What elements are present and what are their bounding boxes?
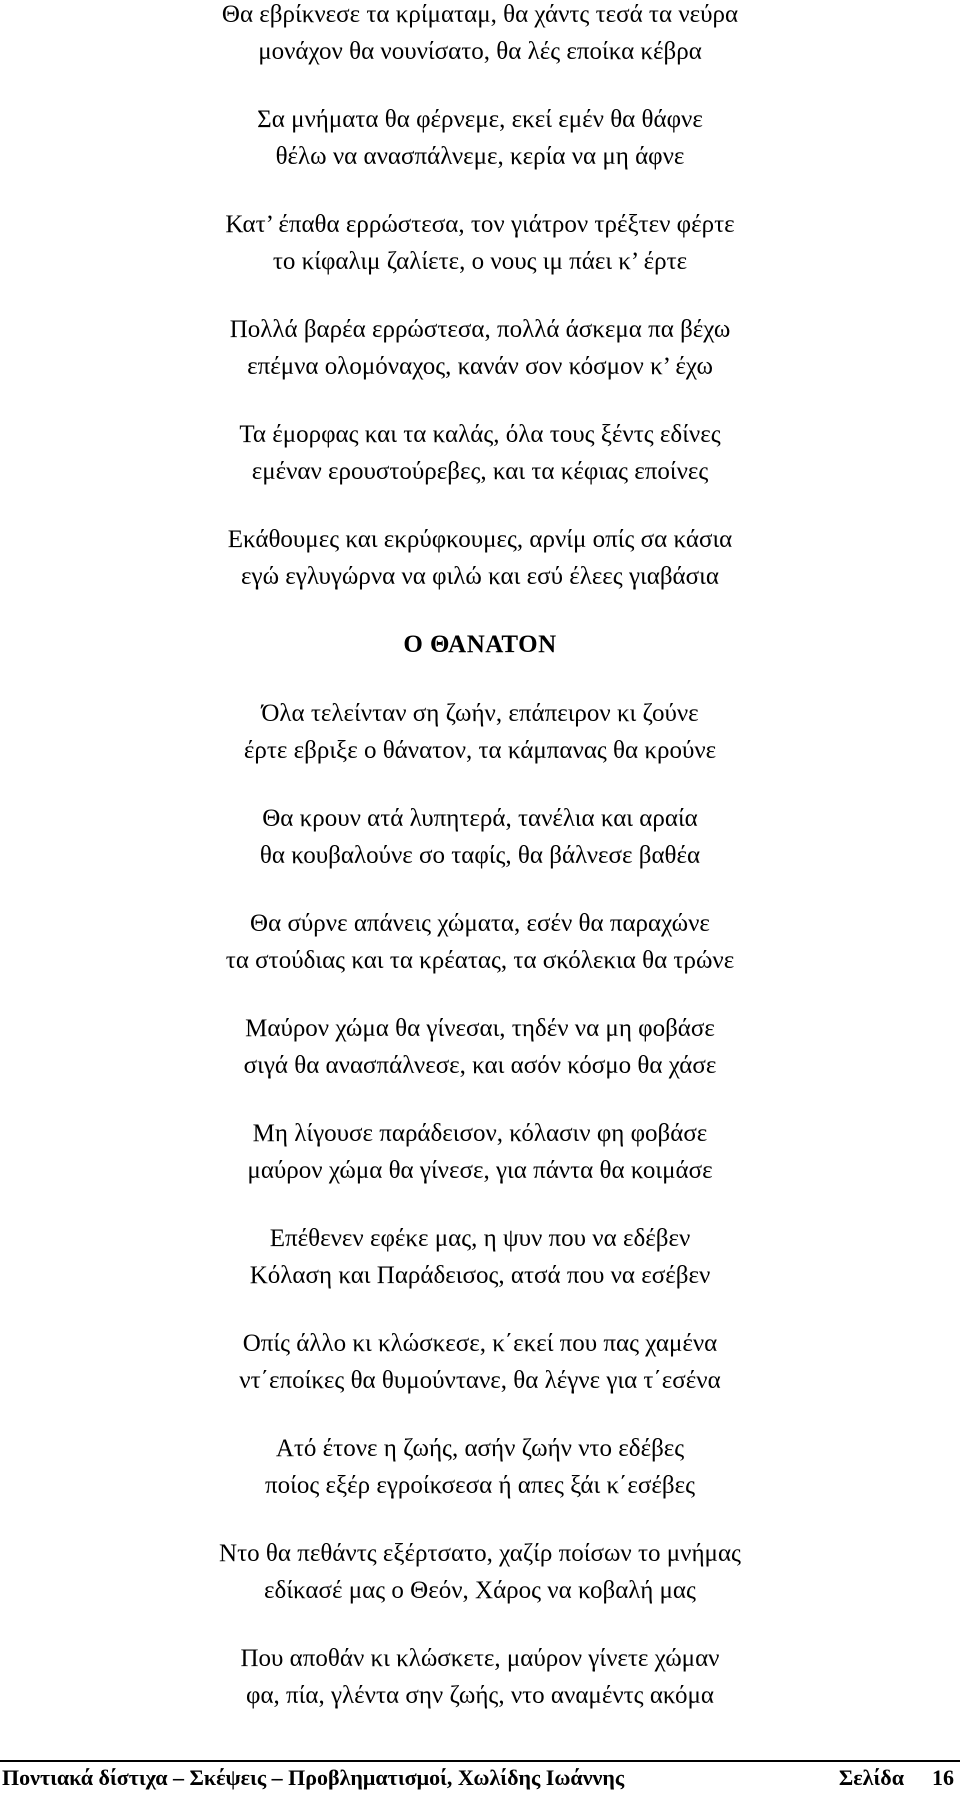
poem-line: Εκάθουμες και εκρύφκουμες, αρνίμ οπίς σα κάσια [227, 526, 733, 553]
poem-line: Θα σύρνε απάνεις χώματα, εσέν θα παραχώνε [250, 910, 710, 937]
poem-line: Σα μνήματα θα φέρνεμε, εκεί εμέν θα θάφνε [257, 106, 703, 133]
stanza [0, 800, 960, 874]
stanza [0, 1115, 960, 1189]
poem-line: επέμνα ολομόναχος, κανάν σον κόσμον κ’ έχω [247, 353, 713, 380]
poem-line: Τα έμορφας και τα καλάς, όλα τους ξέντς εδίνες [239, 421, 721, 448]
poem-line: Πολλά βαρέα ερρώστεσα, πολλά άσκεμα πα βέχω [229, 316, 731, 343]
footer-title: Ποντιακά δίστιχα – Σκέψεις – Προβληματισμοί, Χωλίδης Ιωάννης [2, 1765, 625, 1790]
stanza [0, 416, 960, 490]
poem-line: Οπίς άλλο κι κλώσκεσε, κ΄εκεί που πας χαμένα [242, 1330, 718, 1357]
poem-line: Όλα τελείνταν ση ζωήν, επάπειρον κι ζούνε [261, 700, 699, 727]
poem-line: Μαύρον χώμα θα γίνεσαι, τηδέν να μη φοβάσε [245, 1015, 715, 1042]
stanza [0, 1325, 960, 1399]
page-number-block [839, 1762, 954, 1794]
stanza [0, 521, 960, 595]
poem-line: θέλω να ανασπάλνεμε, κερία να μη άφνε [275, 143, 685, 170]
poem-line: σιγά θα ανασπάλνεσε, και ασόν κόσμο θα χάσε [243, 1052, 717, 1079]
poem-line: εδίκασέ μας ο Θεόν, Χάρος να κοβαλή μας [264, 1577, 696, 1604]
poem-line: ποίος εξέρ εγροίκσεσα ή απες ξάι κ΄εσέβες [265, 1472, 695, 1499]
poem-line: Κόλαση και Παράδεισος, ατσά που να εσέβεν [249, 1262, 711, 1289]
poem-line: Κατ’ έπαθα ερρώστεσα, τον γιάτρον τρέξτεν φέρτε [225, 211, 735, 238]
poem-line: Επέθενεν εφέκε μας, η ψυν που να εδέβεν [269, 1225, 691, 1252]
poem-line: Ατό έτονε η ζωής, ασήν ζωήν ντο εδέβες [275, 1435, 685, 1462]
poem-line: εμέναν ερουστούρεβες, και τα κέφιας εποίνες [251, 458, 709, 485]
poem-line: Που αποθάν κι κλώσκετε, μαύρον γίνετε χώμαν [240, 1645, 720, 1672]
poem-line: Θα εβρίκνεσε τα κρίματαμ, θα χάντς τεσά τα νεύρα [221, 1, 739, 28]
poem-line: μονάχον θα νουνίσατο, θα λές εποίκα κέβρα [258, 38, 702, 65]
poem-line: εγώ εγλυγώρνα να φιλώ και εσύ έλεες γιαβάσια [241, 563, 719, 590]
stanza [0, 1640, 960, 1714]
page-footer [0, 1762, 960, 1794]
page-number: 16 [932, 1765, 954, 1790]
poem-line: Ντο θα πεθάντς εξέρτσατο, χαζίρ ποίσων το μνήμας [219, 1540, 741, 1567]
poem-line: το κίφαλιμ ζαλίετε, ο νους ιμ πάει κ’ έρτε [272, 248, 688, 275]
stanza [0, 905, 960, 979]
stanza [0, 206, 960, 280]
poem-line: φα, πία, γλέντα σην ζωής, ντο αναμέντς ακόμα [246, 1682, 714, 1709]
stanza [0, 695, 960, 769]
poem-line: τα στούδιας και τα κρέατας, τα σκόλεκια θα τρώνε [225, 947, 735, 974]
stanza [0, 1220, 960, 1294]
page-label: Σελίδα [838, 1765, 904, 1790]
stanza [0, 101, 960, 175]
poem-line: θα κουβαλούνε σο ταφίς, θα βάλνεσε βαθέα [259, 842, 701, 869]
stanza [0, 1010, 960, 1084]
poem-line: ντ΄εποίκες θα θυμούντανε, θα λέγνε για τ΄εσένα [239, 1367, 721, 1394]
poem-line: Μη λίγουσε παράδεισον, κόλασιν φη φοβάσε [252, 1120, 708, 1147]
poem-line: Θα κρουν ατά λυπητερά, τανέλια και αραία [262, 805, 698, 832]
stanza [0, 0, 960, 70]
stanza [0, 1430, 960, 1504]
poem-line: μαύρον χώμα θα γίνεσε, για πάντα θα κοιμάσε [247, 1157, 713, 1184]
poem-heading: Ο ΘΑΝΑΤΟΝ [403, 631, 557, 658]
stanza [0, 1535, 960, 1609]
poem-line: έρτε εβριξε ο θάνατον, τα κάμπανας θα κρούνε [243, 737, 717, 764]
stanza [0, 311, 960, 385]
